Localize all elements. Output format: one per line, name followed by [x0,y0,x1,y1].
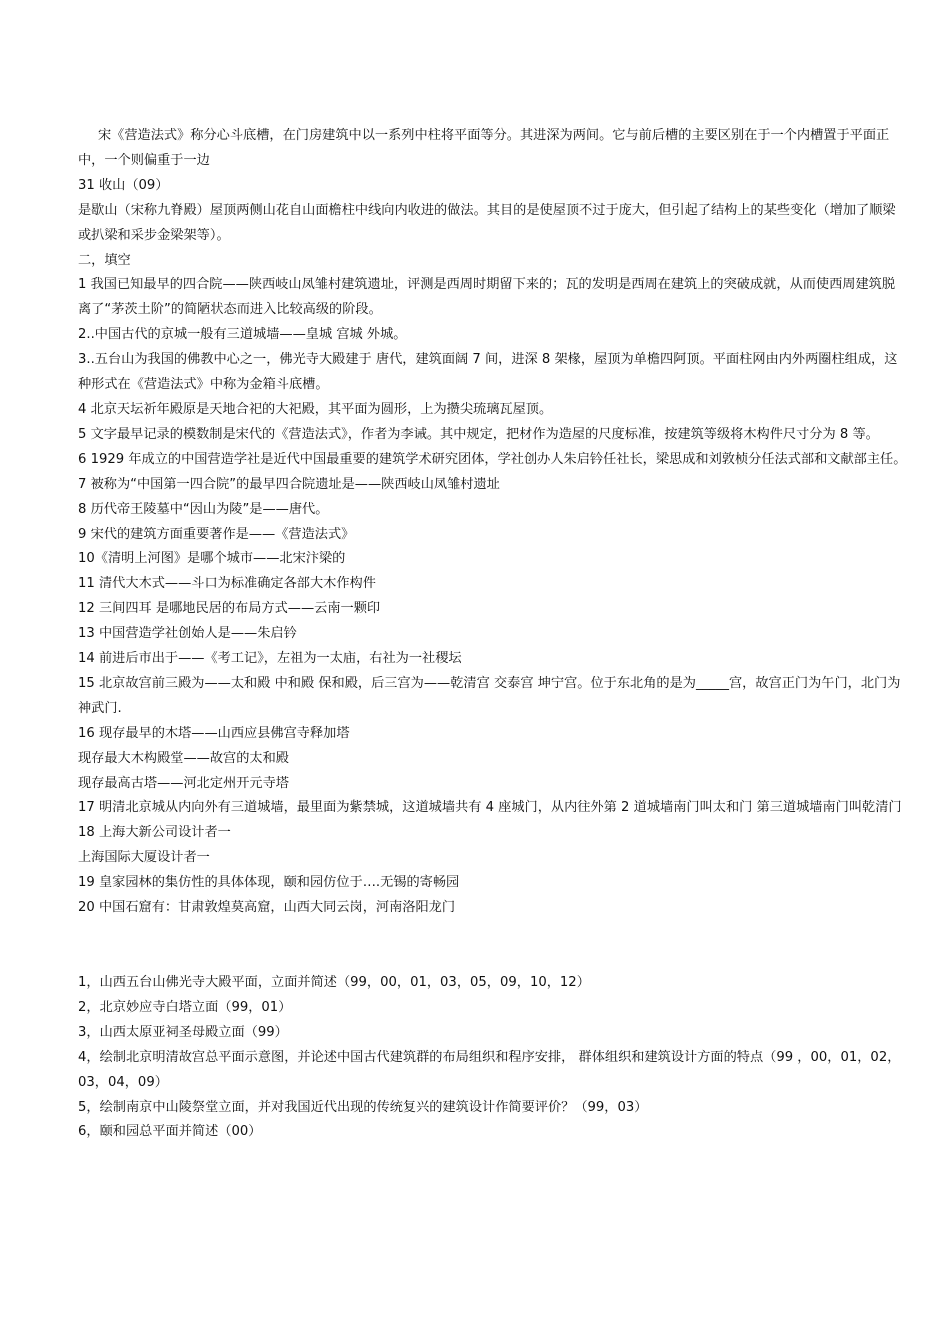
term-31-heading: 31 收山（09） [78,177,169,193]
fill-item: 1 我国已知最早的四合院——陕西岐山凤雏村建筑遗址，评测是西周时期留下来的；瓦的发明是西周在建筑上的突破成就，从而使西周建筑脱离了“茅茨土阶”的简陋状态而进入比较高级的阶段。 [78,277,896,318]
fill-item: 19 皇家园林的集仿性的具体体现，颐和园仿位于….无锡的寄畅园 [78,875,460,891]
drawing-item: 2，北京妙应寺白塔立面（99，01） [78,999,292,1015]
fill-item: 3..五台山为我国的佛教中心之一，佛光寺大殿建于 唐代，建筑面阔 7 间，进深 8 架椽，屋顶为单檐四阿顶。平面柱网由内外两圈柱组成，这种形式在《营造法式》中称为金箱斗底槽。 [78,352,898,393]
fill-item: 17 明清北京城从内向外有三道城墙，最里面为紫禁城，这道城墙共有 4 座城门，从内往外第 2 道城墙南门叫太和门 第三道城墙南门叫乾清门 [78,800,902,816]
fill-item: 4 北京天坛祈年殿原是天地合祀的大祀殿，其平面为圆形，上为攒尖琉璃瓦屋顶。 [78,401,553,417]
fill-item: 18 上海大新公司设计者一 [78,825,231,841]
fill-section-heading: 二，填空 [78,252,131,268]
fill-item: 13 中国营造学社创始人是——朱启钤 [78,626,297,642]
fill-item: 10《清明上河图》是哪个城市——北宋汴梁的 [78,551,346,567]
fill-item: 现存最高古塔——河北定州开元寺塔 [78,775,289,791]
fill-item: 20 中国石窟有：甘肃敦煌莫高窟，山西大同云岗，河南洛阳龙门 [78,900,456,916]
fill-item: 11 清代大木式——斗口为标准确定各部大木作构件 [78,576,376,592]
drawing-item: 6，颐和园总平面并简述（00） [78,1124,262,1140]
fill-item: 15 北京故宫前三殿为——太和殿 中和殿 保和殿，后三宫为——乾清宫 交泰宫 坤宁宫。位于东北角的是为_____宫，故宫正门为午门，北门为神武门. [78,675,901,716]
fill-item: 2..中国古代的京城一般有三道城墙——皇城 宫城 外城。 [78,327,407,343]
fill-item: 8 历代帝王陵墓中“因山为陵”是——唐代。 [78,501,329,517]
fill-item: 9 宋代的建筑方面重要著作是——《营造法式》 [78,526,355,542]
fill-item: 16 现存最早的木塔——山西应县佛宫寺释加塔 [78,725,350,741]
fill-item: 现存最大木构殿堂——故宫的太和殿 [78,750,289,766]
drawing-item: 3，山西太原亚祠圣母殿立面（99） [78,1024,288,1040]
fill-item: 5 文字最早记录的模数制是宋代的《营造法式》，作者为李诫。其中规定，把材作为造屋的尺度标准，按建筑等级将木构件尺寸分为 8 等。 [78,426,879,442]
drawing-item: 1，山西五台山佛光寺大殿平面，立面并简述（99，00，01，03，05，09，10，12） [78,975,590,990]
fill-item: 12 三间四耳 是哪地民居的布局方式——云南一颗印 [78,601,381,617]
fill-item: 上海国际大厦设计者一 [78,850,210,866]
section-spacer [78,921,908,971]
intro-paragraph: 宋《营造法式》称分心斗底槽，在门房建筑中以一系列中柱将平面等分。其进深为两间。它与前后槽的主要区别在于一个内槽置于平面正中，一个则偏重于一边 [78,128,890,168]
fill-item: 7 被称为“中国第一四合院”的最早四合院遗址是——陕西岐山凤雏村遗址 [78,476,500,492]
fill-item: 6 1929 年成立的中国营造学社是近代中国最重要的建筑学术研究团体，学社创办人朱启钤任社长，梁思成和刘敦桢分任法式部和文献部主任。 [78,451,907,467]
drawing-item: 4，绘制北京明清故宫总平面示意图，并论述中国古代建筑群的布局组织和程序安排， 群体组织和建筑设计方面的特点（99 ，00，01，02，03，04，09） [78,1049,901,1090]
term-31-body: 是歇山（宋称九脊殿）屋顶两侧山花自山面檐柱中线向内收进的做法。其目的是使屋顶不过于庞大，但引起了结构上的某些变化（增加了顺梁或扒梁和采步金梁架等）。 [78,202,896,243]
fill-item: 14 前进后市出于——《考工记》，左祖为一太庙，右社为一社稷坛 [78,651,462,667]
drawing-item: 5，绘制南京中山陵祭堂立面，并对我国近代出现的传统复兴的建筑设计作简要评价？（99，03） [78,1099,648,1115]
document-page [78,124,908,1145]
